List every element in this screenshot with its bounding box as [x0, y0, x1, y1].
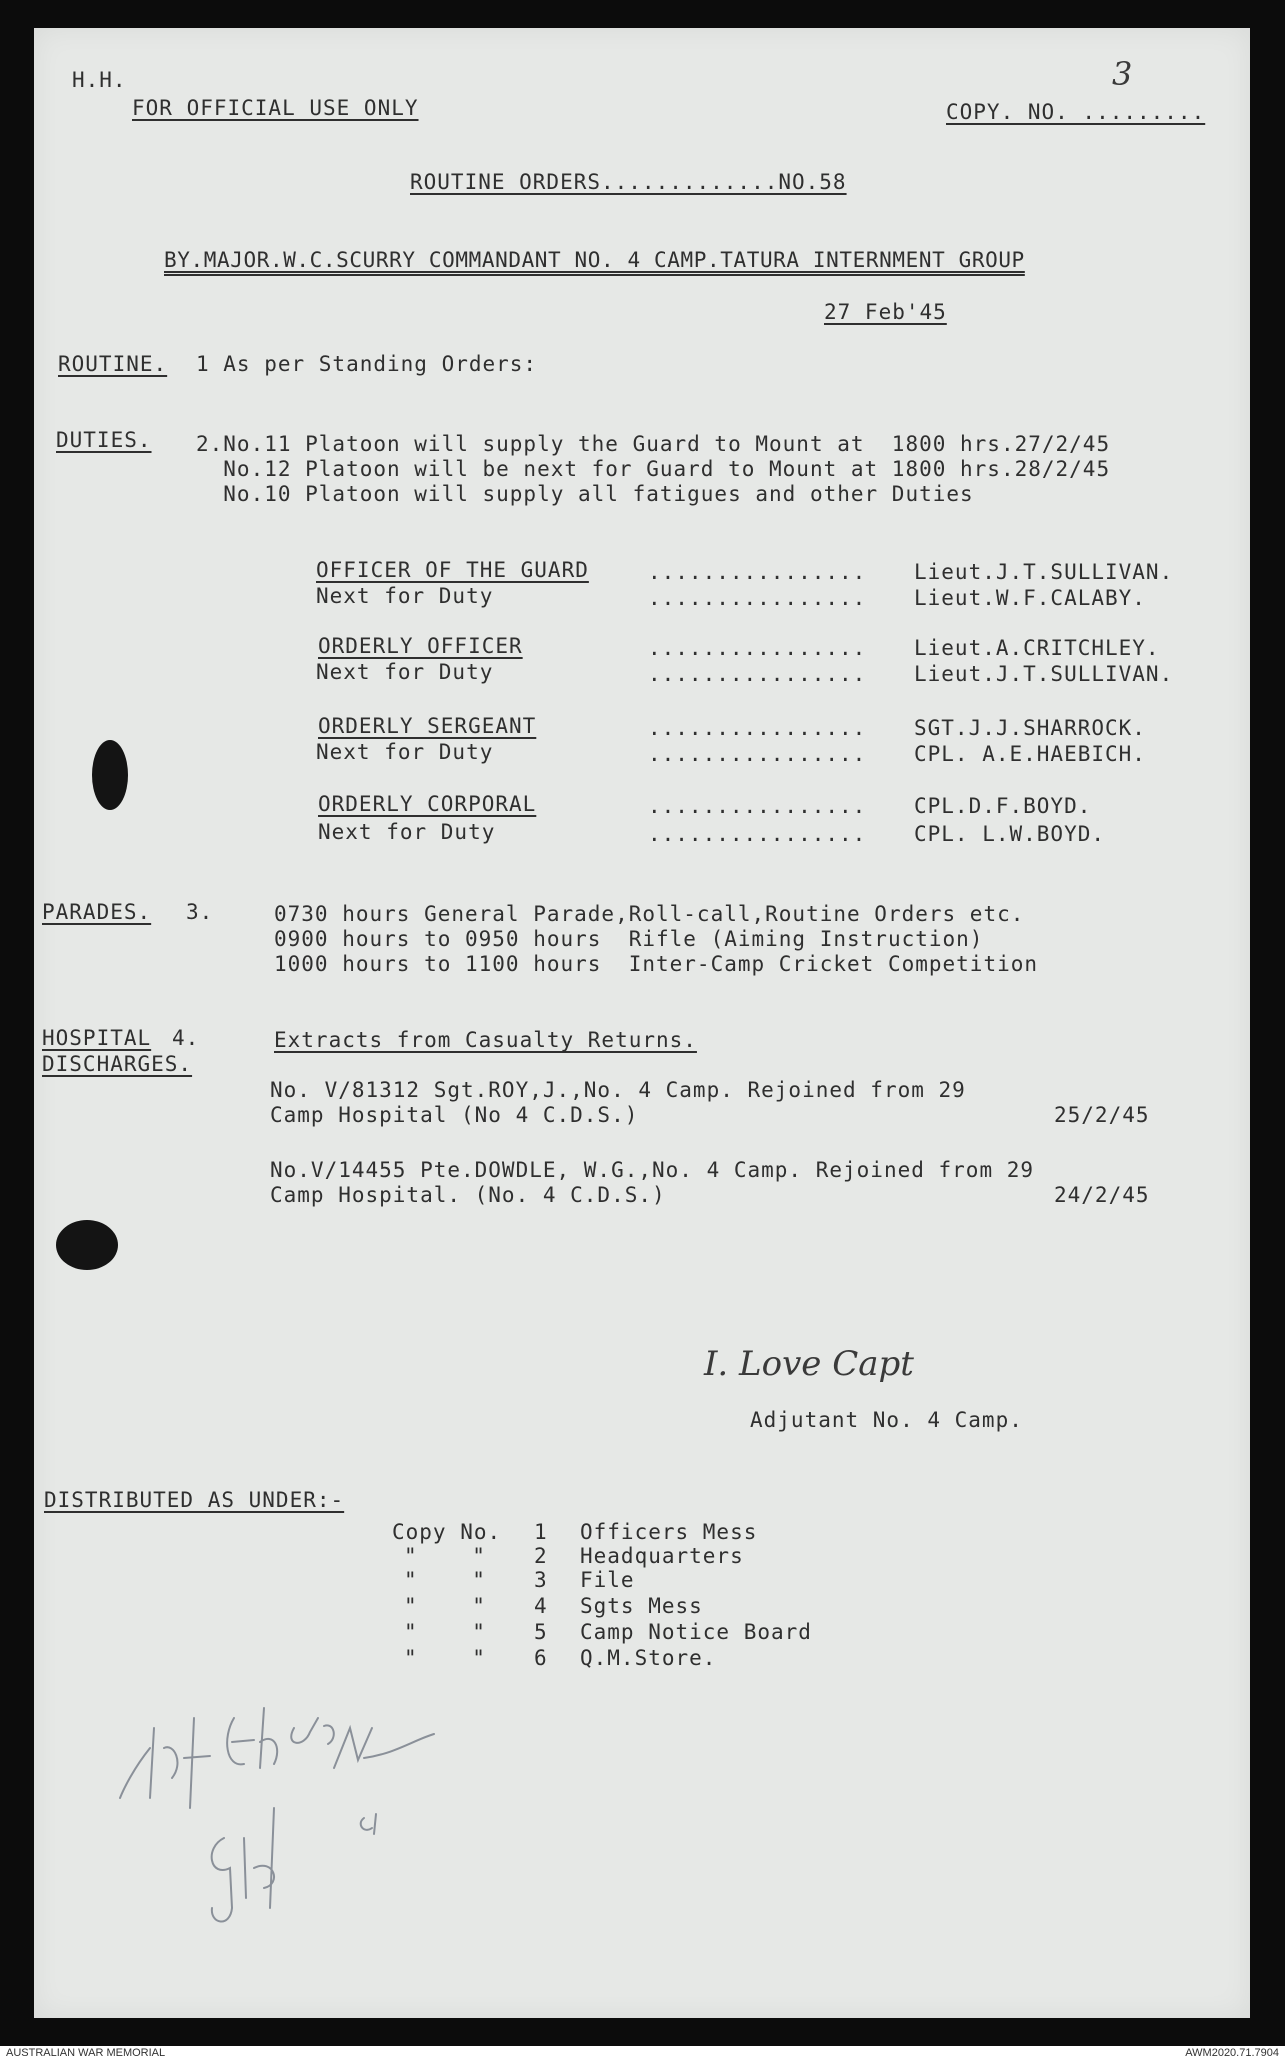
- parades-heading: PARADES.: [42, 900, 152, 924]
- discharge-date: 25/2/45: [1054, 1103, 1150, 1127]
- distribution-prefix: " ": [404, 1594, 486, 1618]
- roster-next-name: Lieut.W.F.CALABY.: [914, 586, 1146, 610]
- roster-leader: ................: [648, 822, 867, 846]
- copy-number-handwritten: 3: [1112, 55, 1133, 93]
- archive-footer: [0, 2046, 1285, 2061]
- distribution-destination: File: [580, 1568, 635, 1592]
- hospital-number: 4.: [172, 1026, 200, 1050]
- duties-heading: DUTIES.: [56, 428, 152, 452]
- roster-leader: ................: [648, 716, 867, 740]
- discharge-line: Camp Hospital (No 4 C.D.S.): [270, 1103, 639, 1127]
- duties-line: No.12 Platoon will be next for Guard to Mount at 1800 hrs.28/2/45: [196, 457, 1111, 481]
- distribution-number: 1: [534, 1520, 548, 1544]
- roster-title: ORDERLY SERGEANT: [318, 714, 537, 738]
- roster-title: OFFICER OF THE GUARD: [316, 558, 589, 582]
- distribution-prefix: " ": [404, 1568, 486, 1592]
- copy-number-label: COPY. NO. .........: [946, 100, 1206, 124]
- distribution-destination: Officers Mess: [580, 1520, 758, 1544]
- distribution-prefix: Copy No.: [392, 1520, 502, 1544]
- punch-hole-top: [92, 740, 128, 810]
- parade-line: 1000 hours to 1100 hours Inter-Camp Cricket Competition: [274, 952, 1039, 976]
- initials: H.H.: [72, 68, 127, 92]
- distribution-prefix: " ": [404, 1646, 486, 1670]
- distribution-destination: Headquarters: [580, 1544, 744, 1568]
- parade-line: 0900 hours to 0950 hours Rifle (Aiming Instruction): [274, 927, 984, 951]
- roster-leader: ................: [648, 742, 867, 766]
- discharges-heading: DISCHARGES.: [42, 1052, 193, 1076]
- discharge-line: Camp Hospital. (No. 4 C.D.S.): [270, 1183, 666, 1207]
- distribution-destination: Sgts Mess: [580, 1594, 703, 1618]
- punch-hole-bottom: [56, 1220, 118, 1270]
- roster-title: ORDERLY CORPORAL: [318, 792, 537, 816]
- duties-line: 2.No.11 Platoon will supply the Guard to Mount at 1800 hrs.27/2/45: [196, 432, 1111, 456]
- distribution-number: 5: [534, 1620, 548, 1644]
- routine-text: 1 As per Standing Orders:: [196, 352, 538, 376]
- distribution-destination: Q.M.Store.: [580, 1646, 717, 1670]
- roster-leader: ................: [648, 560, 867, 584]
- distribution-number: 4: [534, 1594, 548, 1618]
- roster-title: ORDERLY OFFICER: [318, 634, 523, 658]
- roster-next-label: Next for Duty: [316, 660, 494, 684]
- distribution-number: 2: [534, 1544, 548, 1568]
- orders-title: ROUTINE ORDERS.............NO.58: [410, 170, 847, 194]
- roster-next-name: CPL. A.E.HAEBICH.: [914, 742, 1146, 766]
- parade-line: 0730 hours General Parade,Roll-call,Routine Orders etc.: [274, 902, 1025, 926]
- order-date: 27 Feb'45: [824, 300, 947, 324]
- hospital-heading: HOSPITAL: [42, 1026, 152, 1050]
- roster-leader: ................: [648, 794, 867, 818]
- roster-next-name: Lieut.J.T.SULLIVAN.: [914, 662, 1174, 686]
- distribution-prefix: " ": [404, 1620, 486, 1644]
- document-page: [34, 28, 1250, 2018]
- roster-next-name: CPL. L.W.BOYD.: [914, 822, 1106, 846]
- pencil-initials-scribble: [114, 1688, 474, 2008]
- distribution-number: 3: [534, 1568, 548, 1592]
- distribution-heading: DISTRIBUTED AS UNDER:-: [44, 1488, 345, 1512]
- roster-next-label: Next for Duty: [316, 584, 494, 608]
- by-line: BY.MAJOR.W.C.SCURRY COMMANDANT NO. 4 CAMP.TATURA INTERNMENT GROUP: [164, 248, 1025, 272]
- roster-next-label: Next for Duty: [316, 740, 494, 764]
- roster-next-label: Next for Duty: [318, 820, 496, 844]
- discharge-line: No.V/14455 Pte.DOWDLE, W.G.,No. 4 Camp. Rejoined from 29: [270, 1158, 1035, 1182]
- discharge-date: 24/2/45: [1054, 1183, 1150, 1207]
- roster-name: Lieut.J.T.SULLIVAN.: [914, 560, 1174, 584]
- discharge-line: No. V/81312 Sgt.ROY,J.,No. 4 Camp. Rejoined from 29: [270, 1078, 966, 1102]
- distribution-number: 6: [534, 1646, 548, 1670]
- hospital-subheading: Extracts from Casualty Returns.: [274, 1028, 697, 1052]
- roster-leader: ................: [648, 586, 867, 610]
- footer-accession-number: AWM2020.71.7904: [1185, 2047, 1279, 2059]
- parades-number: 3.: [186, 900, 214, 924]
- roster-leader: ................: [648, 636, 867, 660]
- distribution-destination: Camp Notice Board: [580, 1620, 812, 1644]
- roster-name: Lieut.A.CRITCHLEY.: [914, 636, 1160, 660]
- classification: FOR OFFICIAL USE ONLY: [132, 96, 419, 120]
- roster-name: SGT.J.J.SHARROCK.: [914, 716, 1146, 740]
- distribution-prefix: " ": [404, 1544, 486, 1568]
- roster-leader: ................: [648, 662, 867, 686]
- duties-line: No.10 Platoon will supply all fatigues and other Duties: [196, 482, 974, 506]
- footer-institution: AUSTRALIAN WAR MEMORIAL: [6, 2047, 166, 2059]
- signature-handwritten: I. Love Capt: [704, 1344, 914, 1384]
- signature-title: Adjutant No. 4 Camp.: [750, 1408, 1023, 1432]
- routine-heading: ROUTINE.: [58, 352, 168, 376]
- roster-name: CPL.D.F.BOYD.: [914, 794, 1092, 818]
